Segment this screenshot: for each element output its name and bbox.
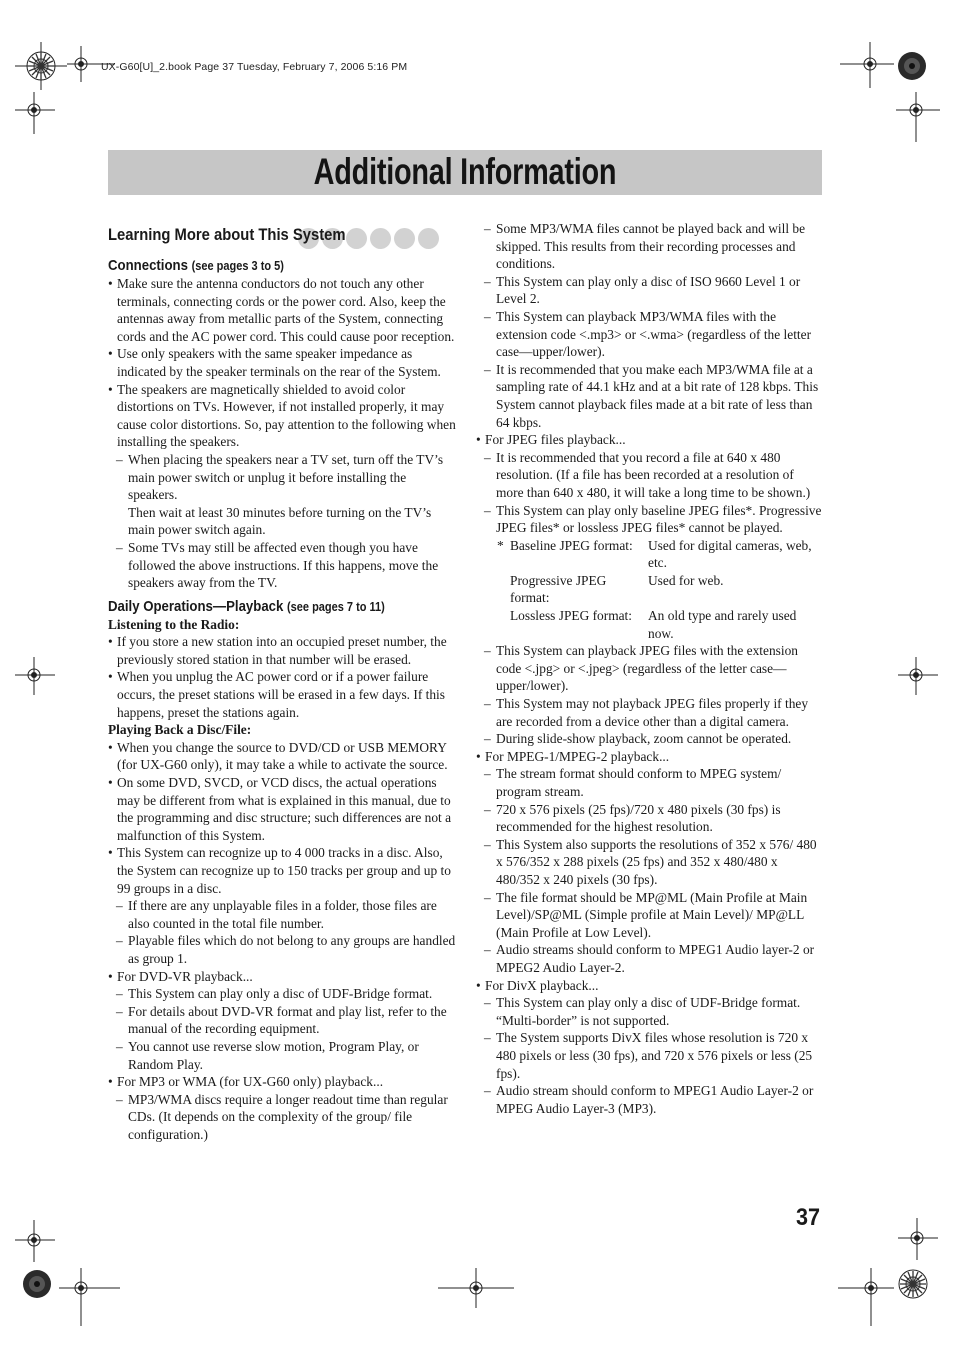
- list-item: • When you unplug the AC power cord or if a power failure occurs, the preset stations will be erased in a few days. If this happens, preset the stations again.: [108, 668, 458, 721]
- left-column: [108, 226, 458, 1144]
- registration-mark-bottom-center: [436, 1266, 516, 1310]
- sub-list-item: – The System supports DivX files whose resolution is 720 x 480 pixels or less (30 fps), and 720 x 576 pixels or less (25 fps).: [476, 1029, 824, 1082]
- sub-list-item: – 720 x 576 pixels (25 fps)/720 x 480 pixels (30 fps) is recommended for the highest resolution.: [476, 801, 824, 836]
- sub-list-item: – You cannot use reverse slow motion, Program Play, or Random Play.: [108, 1038, 458, 1073]
- list-item: • On some DVD, SVCD, or VCD discs, the actual operations may be different from what is explained in this manual, due to the programming and disc structure; such differences are not a malfunction of this System.: [108, 774, 458, 844]
- sub-list-item: – It is recommended that you record a file at 640 x 480 resolution. (If a file has been recorded at a resolution of more than 640 x 480, it will take a long time to be shown.): [476, 449, 824, 502]
- list-item: • The speakers are magnetically shielded to avoid color distortions on TVs. However, if not installed properly, it may cause color distortions. So, pay attention to the following when installing the speakers.: [108, 381, 458, 451]
- registration-mark-mid-right: [896, 655, 940, 699]
- format-desc: Used for web.: [648, 572, 724, 588]
- playback-subheading: Playing Back a Disc/File:: [108, 722, 252, 738]
- registration-mark-bottom-right: [838, 1218, 948, 1328]
- sub-list-item: – Some MP3/WMA files cannot be played back and will be skipped. This results from their recording processes and conditions.: [476, 220, 824, 273]
- sub-list-item-continued: Then wait at least 30 minutes before turning on the TV’s main power switch again.: [128, 504, 432, 538]
- list-item: • When you change the source to DVD/CD or USB MEMORY (for UX-G60 only), it may take a while to activate the source.: [108, 739, 458, 774]
- sub-list-item: – When placing the speakers near a TV set, turn off the TV’s main power switch or unplug it before installing the speakers.: [108, 451, 458, 504]
- list-item: • If you store a new station into an occupied preset number, the previously stored station in that number will be erased.: [108, 633, 458, 668]
- sub-list-item: – This System also supports the resolutions of 352 x 576/ 480 x 576/352 x 288 pixels (25 fps) and 352 x 480/480 x 480/352 x 240 pixels (30 fps).: [476, 836, 824, 889]
- sub-list-item: – Audio streams should conform to MPEG1 Audio layer-2 or MPEG2 Audio Layer-2.: [476, 941, 824, 976]
- file-info-header: UX-G60[U]_2.book Page 37 Tuesday, February 7, 2006 5:16 PM: [101, 61, 408, 73]
- format-name: Lossless JPEG format:: [510, 608, 632, 624]
- list-item: • For DivX playback...: [476, 977, 824, 995]
- registration-mark-mid-left: [15, 655, 59, 699]
- list-item: • For DVD-VR playback...: [108, 968, 458, 986]
- sub-list-item: – This System can playback JPEG files with the extension code <.jpg> or <.jpeg> (regardless of the letter case—upper/lower).: [476, 642, 824, 695]
- list-item: • This System can recognize up to 4 000 tracks in a disc. Also, the System can recognize up to 150 tracks per group and up to 99 groups in a disc.: [108, 844, 458, 897]
- sub-list-item: – For details about DVD-VR format and play list, refer to the manual of the recording equipment.: [108, 1003, 458, 1038]
- sub-list-item: – Some TVs may still be affected even though you have followed the above instructions. If this happens, move the speakers away from the TV.: [108, 539, 458, 592]
- sub-list-item: – This System can play only baseline JPEG files*. Progressive JPEG files* or lossless JPEG files* cannot be played.: [476, 502, 824, 537]
- section-title: Learning More about This System: [108, 225, 346, 244]
- page-number: 37: [796, 1204, 821, 1231]
- format-desc: An old type and rarely used now.: [648, 608, 797, 641]
- sub-list-item: – This System may not playback JPEG files properly if they are recorded from a device other than a digital camera.: [476, 695, 824, 730]
- list-item: • Use only speakers with the same speaker impedance as indicated by the speaker terminals on the rear of the System.: [108, 345, 458, 380]
- sub-list-item: – This System can play only a disc of UDF-Bridge format.: [108, 985, 458, 1003]
- jpeg-format-table: [476, 537, 824, 643]
- sub-list-item: – If there are any unplayable files in a folder, those files are also counted in the total file number.: [108, 897, 458, 932]
- page-title: Additional Information: [313, 151, 617, 192]
- sub-list-item: – Playable files which do not belong to any groups are handled as group 1.: [108, 932, 458, 967]
- list-item: • Make sure the antenna conductors do not touch any other terminals, connecting cords or the power cord. Also, keep the antennas away from metallic parts of the System, connecting cords and the AC power cord. This could cause poor reception.: [108, 275, 458, 345]
- daily-operations-heading: Daily Operations—Playback (see pages 7 to 11): [108, 597, 385, 615]
- sub-list-item: – The file format should be MP@ML (Main Profile at Main Level)/SP@ML (Simple profile at Main Level)/ MP@LL (Main Profile at Low Level).: [476, 889, 824, 942]
- format-desc: Used for digital cameras, web, etc.: [648, 537, 812, 571]
- sub-list-item: – This System can playback MP3/WMA files with the extension code <.mp3> or <.wma> (regardless of the letter case—upper/lower).: [476, 308, 824, 361]
- radio-subheading: Listening to the Radio:: [108, 616, 240, 632]
- format-name: * Baseline JPEG format:: [497, 537, 633, 553]
- sub-list-item: – This System can play only a disc of UDF-Bridge format. “Multi-border” is not supported.: [476, 994, 824, 1029]
- connections-heading: Connections (see pages 3 to 5): [108, 257, 284, 274]
- right-column: [476, 220, 824, 1117]
- sub-list-item: – Audio stream should conform to MPEG1 Audio Layer-2 or MPEG Audio Layer-3 (MP3).: [476, 1082, 824, 1117]
- registration-mark-top-right: [840, 42, 940, 142]
- sub-list-item: – It is recommended that you make each MP3/WMA file at a sampling rate of 44.1 kHz and at a bit rate of 128 kbps. This System cannot playback files made at a bit rate of less than 64 kbps.: [476, 361, 824, 431]
- list-item: • For MPEG-1/MPEG-2 playback...: [476, 748, 824, 766]
- title-banner: [108, 150, 822, 195]
- registration-mark-top-left: [15, 42, 115, 142]
- sub-list-item: – During slide-show playback, zoom cannot be operated.: [476, 730, 824, 748]
- section-heading: [108, 226, 458, 252]
- format-name: Progressive JPEG format:: [510, 572, 607, 606]
- connections-page-ref: (see pages 3 to 5): [191, 259, 284, 273]
- registration-mark-bottom-left: [15, 1218, 125, 1328]
- sub-list-item: – This System can play only a disc of ISO 9660 Level 1 or Level 2.: [476, 273, 824, 308]
- daily-page-ref: (see pages 7 to 11): [287, 599, 385, 614]
- sub-list-item: – The stream format should conform to MPEG system/ program stream.: [476, 765, 824, 800]
- list-item: • For JPEG files playback...: [476, 431, 824, 449]
- list-item: • For MP3 or WMA (for UX-G60 only) playback...: [108, 1073, 458, 1091]
- sub-list-item: – MP3/WMA discs require a longer readout time than regular CDs. (It depends on the complexity of the group/ file configuration.): [108, 1091, 458, 1144]
